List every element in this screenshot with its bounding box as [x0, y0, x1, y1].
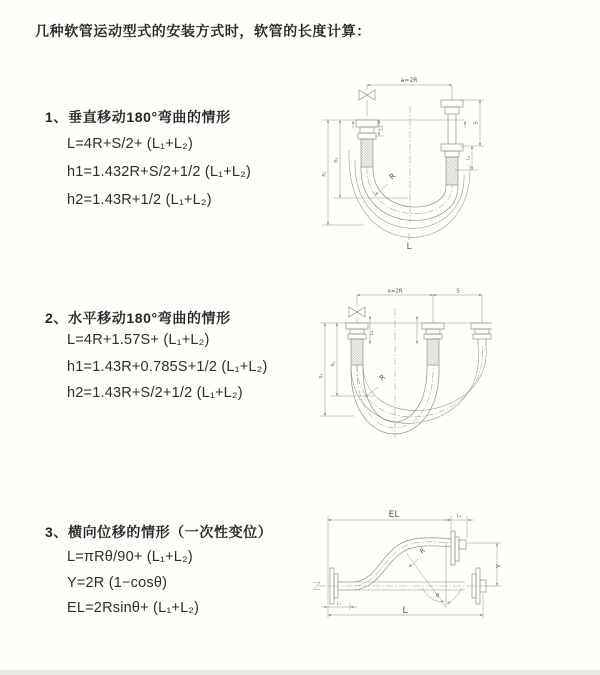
- dim-label-theta: θ: [436, 593, 440, 599]
- dim-label-l: L: [406, 242, 412, 252]
- dim-label-el: EL: [388, 510, 400, 520]
- valve-icon: [359, 90, 375, 100]
- hose-u-bend-moved: [351, 346, 486, 423]
- dim-label-s: S: [456, 288, 460, 295]
- dim-label-l1: L₁: [336, 601, 342, 607]
- dim-label-r: R: [387, 171, 398, 182]
- dim-label-h2: h₂: [333, 157, 340, 163]
- left-flange: [356, 120, 378, 167]
- angle-construction: [407, 542, 462, 607]
- section-2-heading: 2、水平移动180°弯曲的情形: [45, 310, 231, 326]
- section-2-formula-L: L=4R+1.57S+ (L₁+L₂): [67, 332, 210, 348]
- section-2-formula-h2: h2=1.43R+S/2+1/2 (L₁+L₂): [67, 385, 243, 401]
- dim-label-l2: L₂: [456, 514, 462, 519]
- section-3-formula-EL: EL=2Rsinθ+ (L₁+L₂): [67, 600, 200, 616]
- dim-label-h1: h₁: [318, 373, 325, 379]
- valve-icon: [349, 307, 365, 317]
- dim-label-s: S: [473, 121, 480, 125]
- dim-label-r: R: [418, 546, 427, 556]
- diagram-vertical-180-bend: [312, 70, 502, 255]
- upper-flange: [451, 531, 466, 565]
- dim-label-y: Y: [495, 564, 503, 568]
- diagram-horizontal-180-bend: [312, 286, 492, 446]
- section-2-formula-h1: h1=1.43R+0.785S+1/2 (L₁+L₂): [67, 359, 268, 375]
- section-1-formula-h1: h1=1.432R+S/2+1/2 (L₁+L₂): [67, 164, 252, 180]
- section-3-heading: 3、横向位移的情形（一次性变位）: [45, 524, 273, 540]
- right-flange: [471, 323, 492, 346]
- dim-label-l2: L₂: [466, 155, 472, 161]
- section-3-formula-L: L=πRθ/90+ (L₁+L₂): [67, 549, 193, 565]
- dim-label-r: R: [378, 373, 388, 383]
- dim-label-h1: h₁: [321, 171, 328, 177]
- dim-label-a2r: a=2R: [387, 288, 403, 295]
- dim-label-l1: L₁: [370, 330, 375, 336]
- page-bottom-edge: [0, 670, 600, 675]
- middle-flange: [422, 323, 444, 365]
- left-flange: [346, 323, 368, 365]
- dim-label-l1: L₁: [379, 125, 385, 131]
- page-title: 几种软管运动型式的安装方式时，软管的长度计算：: [35, 23, 371, 39]
- section-1-formula-L: L=4R+S/2+ (L₁+L₂): [67, 136, 193, 152]
- dim-label-a2r: a=2R: [400, 77, 418, 84]
- dim-label-l: L: [402, 606, 408, 616]
- section-1-formula-h2: h2=1.43R+1/2 (L₁+L₂): [67, 192, 212, 208]
- right-flange: [441, 100, 463, 185]
- section-1-heading: 1、垂直移动180°弯曲的情形: [45, 109, 231, 125]
- section-3-formula-Y: Y=2R (1−cosθ): [67, 575, 168, 591]
- diagram-lateral-displacement: [310, 502, 505, 652]
- dim-label-h2: h₂: [330, 361, 337, 367]
